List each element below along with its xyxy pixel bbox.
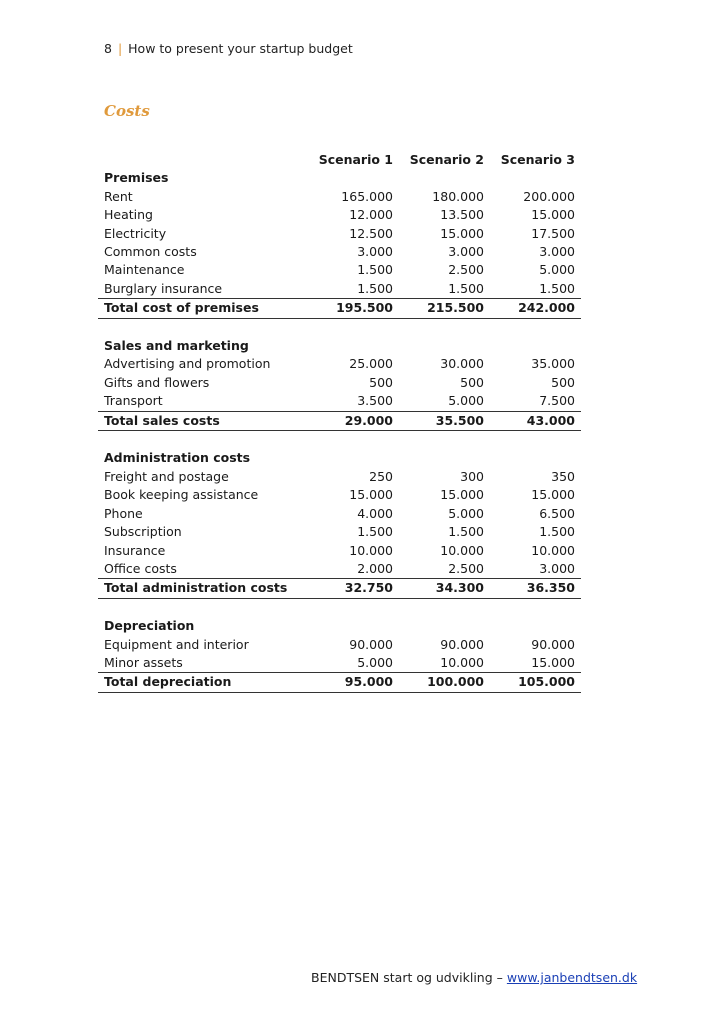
- page-number: 8: [104, 41, 112, 56]
- section-title: Costs: [104, 102, 150, 120]
- website-link[interactable]: www.janbendtsen.dk: [506, 970, 638, 985]
- total-row: [98, 579, 581, 598]
- total-value: 215.500: [399, 299, 490, 318]
- row-value: 15.000: [440, 487, 484, 503]
- column-header: Scenario 2: [409, 152, 484, 167]
- group-heading-row: [98, 169, 581, 187]
- row-label: Freight and postage: [104, 468, 229, 484]
- total-value: 43.000: [490, 411, 581, 430]
- table-row: [98, 188, 581, 206]
- group-heading-row: [98, 449, 581, 467]
- table-row: [98, 355, 581, 373]
- total-value: 105.000: [490, 673, 581, 692]
- row-value: 165.000: [341, 188, 393, 204]
- row-label: Advertising and promotion: [104, 356, 271, 372]
- row-value: 12.500: [349, 225, 393, 241]
- row-value: 1.500: [357, 262, 393, 278]
- total-label: Total depreciation: [98, 673, 310, 692]
- row-label: Minor assets: [104, 654, 183, 670]
- row-value: 12.000: [349, 207, 393, 223]
- costs-table: [98, 151, 581, 693]
- table-row: [98, 654, 581, 673]
- group-heading: Administration costs: [104, 450, 251, 466]
- row-value: 15.000: [531, 487, 575, 503]
- total-label: Total administration costs: [98, 579, 310, 598]
- table-row: [98, 374, 581, 392]
- row-value: 3.000: [539, 560, 575, 576]
- row-value: 250: [369, 468, 393, 484]
- table-row: [98, 468, 581, 486]
- row-value: 90.000: [349, 636, 393, 652]
- total-value: 32.750: [310, 579, 399, 598]
- total-row: [98, 411, 581, 430]
- row-value: 2.500: [448, 262, 484, 278]
- row-value: 1.500: [539, 524, 575, 540]
- row-label: Common costs: [104, 244, 197, 260]
- spacer-cell: [98, 318, 581, 337]
- row-value: 17.500: [531, 225, 575, 241]
- group-heading-row: [98, 617, 581, 635]
- row-label: Book keeping assistance: [104, 487, 259, 503]
- row-value: 90.000: [440, 636, 484, 652]
- column-header: Scenario 1: [318, 152, 393, 167]
- group-heading: Premises: [104, 170, 169, 186]
- table-row: [98, 542, 581, 560]
- row-label: Insurance: [104, 542, 166, 558]
- table-row: [98, 505, 581, 523]
- table-row: [98, 261, 581, 279]
- row-label: Equipment and interior: [104, 636, 249, 652]
- row-value: 15.000: [440, 225, 484, 241]
- row-value: 2.500: [448, 560, 484, 576]
- row-value: 500: [460, 374, 484, 390]
- row-label: Maintenance: [104, 262, 185, 278]
- row-value: 4.000: [357, 505, 393, 521]
- row-label: Transport: [104, 393, 163, 409]
- row-label: Heating: [104, 207, 153, 223]
- row-label: Office costs: [104, 560, 177, 576]
- table-row: [98, 486, 581, 504]
- table-row: [98, 523, 581, 541]
- total-value: 242.000: [490, 299, 581, 318]
- table-row: [98, 636, 581, 654]
- header-empty-cell: [98, 151, 310, 169]
- table-row: [98, 225, 581, 243]
- row-value: 3.000: [357, 244, 393, 260]
- row-value: 1.500: [357, 280, 393, 296]
- page-footer: [311, 970, 637, 985]
- row-value: 180.000: [432, 188, 484, 204]
- table-row: [98, 243, 581, 261]
- row-value: 1.500: [539, 280, 575, 296]
- table-row: [98, 206, 581, 224]
- total-label: Total cost of premises: [98, 299, 310, 318]
- row-value: 3.500: [357, 393, 393, 409]
- row-value: 1.500: [357, 524, 393, 540]
- header-title: How to present your startup budget: [128, 41, 353, 56]
- row-value: 25.000: [349, 356, 393, 372]
- table-row: [98, 560, 581, 579]
- group-heading: Depreciation: [104, 618, 195, 634]
- footer-text: BENDTSEN start og udvikling –: [311, 970, 503, 985]
- row-value: 300: [460, 468, 484, 484]
- spacer-row: [98, 318, 581, 337]
- row-value: 500: [551, 374, 575, 390]
- group-heading-row: [98, 337, 581, 355]
- total-value: 34.300: [399, 579, 490, 598]
- row-label: Electricity: [104, 225, 167, 241]
- row-value: 10.000: [440, 654, 484, 670]
- row-value: 15.000: [531, 207, 575, 223]
- total-value: 95.000: [310, 673, 399, 692]
- row-value: 200.000: [523, 188, 575, 204]
- total-value: 100.000: [399, 673, 490, 692]
- row-value: 3.000: [539, 244, 575, 260]
- row-value: 10.000: [531, 542, 575, 558]
- column-header: Scenario 3: [500, 152, 575, 167]
- group-heading: Sales and marketing: [104, 338, 249, 354]
- row-value: 15.000: [349, 487, 393, 503]
- row-value: 1.500: [448, 280, 484, 296]
- table-body: [98, 169, 581, 692]
- row-value: 5.000: [448, 393, 484, 409]
- row-label: Gifts and flowers: [104, 374, 210, 390]
- total-row: [98, 673, 581, 692]
- row-value: 5.000: [448, 505, 484, 521]
- row-value: 5.000: [539, 262, 575, 278]
- row-value: 90.000: [531, 636, 575, 652]
- table-row: [98, 280, 581, 299]
- total-label: Total sales costs: [98, 411, 310, 430]
- row-value: 10.000: [440, 542, 484, 558]
- row-value: 500: [369, 374, 393, 390]
- table-row: [98, 392, 581, 411]
- row-value: 10.000: [349, 542, 393, 558]
- row-value: 30.000: [440, 356, 484, 372]
- table-header-row: [98, 151, 581, 169]
- row-value: 1.500: [448, 524, 484, 540]
- spacer-cell: [98, 598, 581, 617]
- row-value: 3.000: [448, 244, 484, 260]
- total-row: [98, 299, 581, 318]
- spacer-cell: [98, 431, 581, 450]
- spacer-row: [98, 598, 581, 617]
- row-value: 6.500: [539, 505, 575, 521]
- row-value: 2.000: [357, 560, 393, 576]
- total-value: 195.500: [310, 299, 399, 318]
- total-value: 29.000: [310, 411, 399, 430]
- header-separator: |: [117, 41, 123, 56]
- row-label: Phone: [104, 505, 143, 521]
- row-value: 350: [551, 468, 575, 484]
- row-label: Rent: [104, 188, 133, 204]
- total-value: 36.350: [490, 579, 581, 598]
- row-value: 15.000: [531, 654, 575, 670]
- row-value: 13.500: [440, 207, 484, 223]
- row-label: Burglary insurance: [104, 280, 223, 296]
- row-value: 7.500: [539, 393, 575, 409]
- row-label: Subscription: [104, 524, 182, 540]
- total-value: 35.500: [399, 411, 490, 430]
- row-value: 5.000: [357, 654, 393, 670]
- page-header: [104, 41, 353, 56]
- spacer-row: [98, 431, 581, 450]
- row-value: 35.000: [531, 356, 575, 372]
